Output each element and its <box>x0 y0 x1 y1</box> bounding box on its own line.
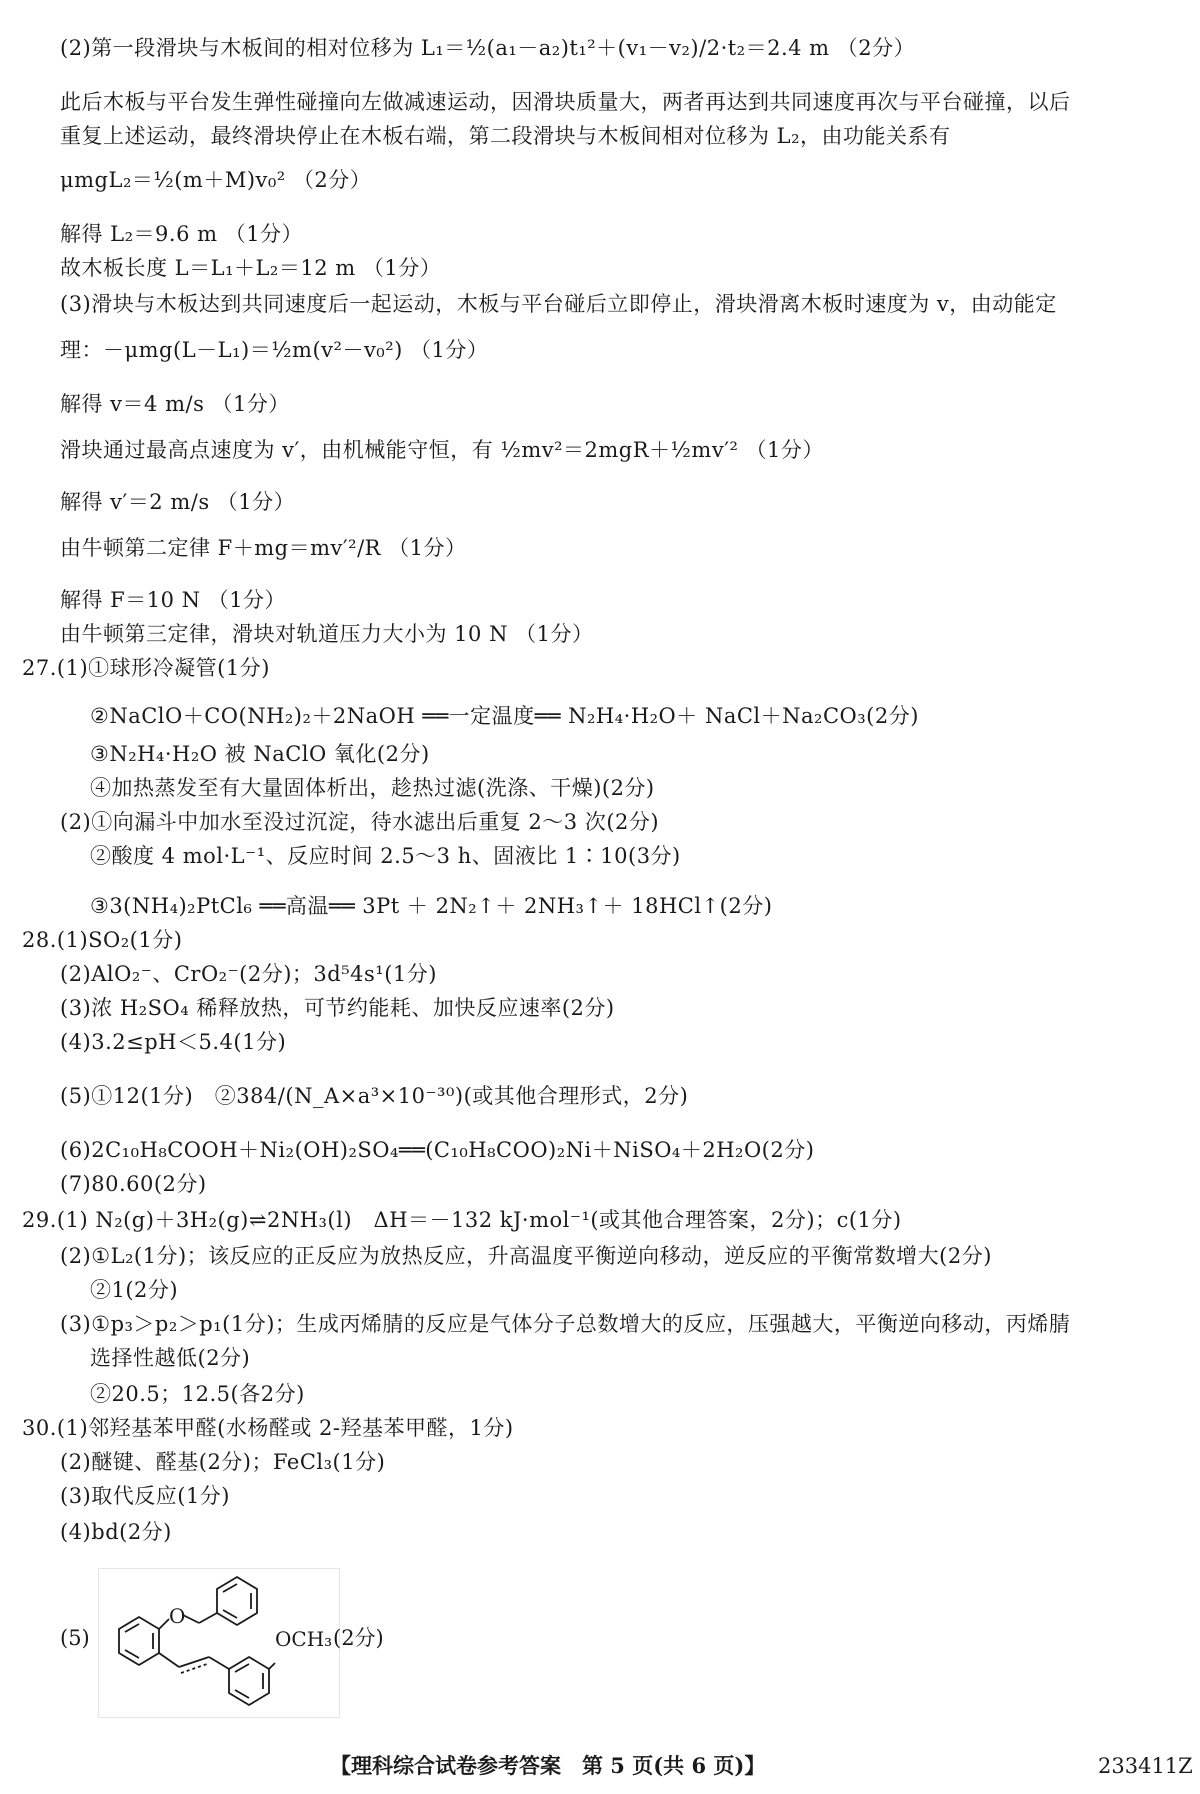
answer-line: (5)①12(1分) ②384/(N_A×a³×10⁻³⁰)(或其他合理形式，2分) <box>60 1084 689 1108</box>
answer-line: (4)bd(2分) <box>60 1520 172 1544</box>
answer-line: 故木板长度 L＝L₁＋L₂＝12 m （1分） <box>60 256 442 280</box>
answer-line: ②20.5；12.5(各2分) <box>90 1382 305 1406</box>
answer-line: 由牛顿第三定律，滑块对轨道压力大小为 10 N （1分） <box>60 622 594 646</box>
answer-line: 解得 v′＝2 m/s （1分） <box>60 490 296 514</box>
answer-line: 解得 L₂＝9.6 m （1分） <box>60 222 304 246</box>
answer-line: 选择性越低(2分) <box>90 1346 251 1370</box>
methoxy-label: OCH₃ <box>275 1627 333 1651</box>
answer-line: (6)2C₁₀H₈COOH＋Ni₂(OH)₂SO₄══(C₁₀H₈COO)₂Ni＋NiSO₄＋2H₂O(2分) <box>60 1138 815 1162</box>
answer-line: (2)醚键、醛基(2分)；FeCl₃(1分) <box>60 1450 386 1474</box>
answer-line: (2)第一段滑块与木板间的相对位移为 L₁＝½(a₁－a₂)t₁²＋(v₁－v₂)/2·t₂＝2.4 m （2分） <box>60 36 916 60</box>
answer-line: 此后木板与平台发生弹性碰撞向左做减速运动，因滑块质量大，两者再达到共同速度再次与平台碰撞，以后 <box>60 90 1071 114</box>
answer-line: 解得 v＝4 m/s （1分） <box>60 392 290 416</box>
page-footer: 【理科综合试卷参考答案 第 5 页(共 6 页)】 <box>330 1753 766 1778</box>
answer-line: ③3(NH₄)₂PtCl₆ ══高温══ 3Pt ＋ 2N₂↑＋ 2NH₃↑＋ 18HCl↑(2分) <box>90 894 773 918</box>
structure-score: (2分) <box>333 1626 384 1650</box>
answer-line: 28.(1)SO₂(1分) <box>22 928 183 952</box>
answer-line: (7)80.60(2分) <box>60 1172 207 1196</box>
answer-line: (3)①p₃＞p₂＞p₁(1分)；生成丙烯腈的反应是气体分子总数增大的反应，压强越大，平衡逆向移动，丙烯腈 <box>60 1312 1071 1336</box>
answer-line: ②酸度 4 mol·L⁻¹、反应时间 2.5～3 h、固液比 1∶10(3分) <box>90 844 681 868</box>
answer-line: 30.(1)邻羟基苯甲醛(水杨醛或 2-羟基苯甲醛，1分) <box>22 1416 514 1440</box>
answer-line: 解得 F＝10 N （1分） <box>60 588 287 612</box>
answer-line: ④加热蒸发至有大量固体析出，趁热过滤(洗涤、干燥)(2分) <box>90 776 655 800</box>
answer-line: (3)浓 H₂SO₄ 稀释放热，可节约能耗、加快反应速率(2分) <box>60 996 615 1020</box>
answer-line: 由牛顿第二定律 F＋mg＝mv′²/R （1分） <box>60 536 467 560</box>
answer-line: (2)AlO₂⁻、CrO₂⁻(2分)；3d⁵4s¹(1分) <box>60 962 437 986</box>
paper-code: 233411Z <box>1098 1754 1193 1778</box>
answer-line: 29.(1) N₂(g)＋3H₂(g)⇌2NH₃(l) ΔH＝－132 kJ·mol⁻¹(或其他合理答案，2分)；c(1分) <box>22 1208 902 1232</box>
answer-line: ②1(2分) <box>90 1278 179 1302</box>
answer-line: (3)取代反应(1分) <box>60 1484 230 1508</box>
answer-line: 27.(1)①球形冷凝管(1分) <box>22 656 270 680</box>
answer-line: ③N₂H₄·H₂O 被 NaClO 氧化(2分) <box>90 742 430 766</box>
answer-line: 滑块通过最高点速度为 v′，由机械能守恒，有 ½mv²＝2mgR＋½mv′² （1分） <box>60 438 824 462</box>
answer-line: (2)①向漏斗中加水至没过沉淀，待水滤出后重复 2～3 次(2分) <box>60 810 660 834</box>
answer-line: 理：－μmg(L－L₁)＝½m(v²－v₀²) （1分） <box>60 338 489 362</box>
structure-label: (5) <box>60 1626 90 1650</box>
answer-line: μmgL₂＝½(m＋M)v₀² （2分） <box>60 168 372 192</box>
answer-line: (4)3.2≤pH＜5.4(1分) <box>60 1030 287 1054</box>
answer-line: ②NaClO＋CO(NH₂)₂＋2NaOH ══一定温度══ N₂H₄·H₂O＋ NaCl＋Na₂CO₃(2分) <box>90 704 919 728</box>
answer-line: 重复上述运动，最终滑块停止在木板右端，第二段滑块与木板间相对位移为 L₂，由功能关系有 <box>60 124 951 148</box>
oxygen-atom-label: O <box>169 1604 186 1628</box>
answer-line: (2)①L₂(1分)；该反应的正反应为放热反应，升高温度平衡逆向移动，逆反应的平衡常数增大(2分) <box>60 1244 992 1268</box>
answer-line: (3)滑块与木板达到共同速度后一起运动，木板与平台碰后立即停止，滑块滑离木板时速度为 v，由动能定 <box>60 292 1057 316</box>
